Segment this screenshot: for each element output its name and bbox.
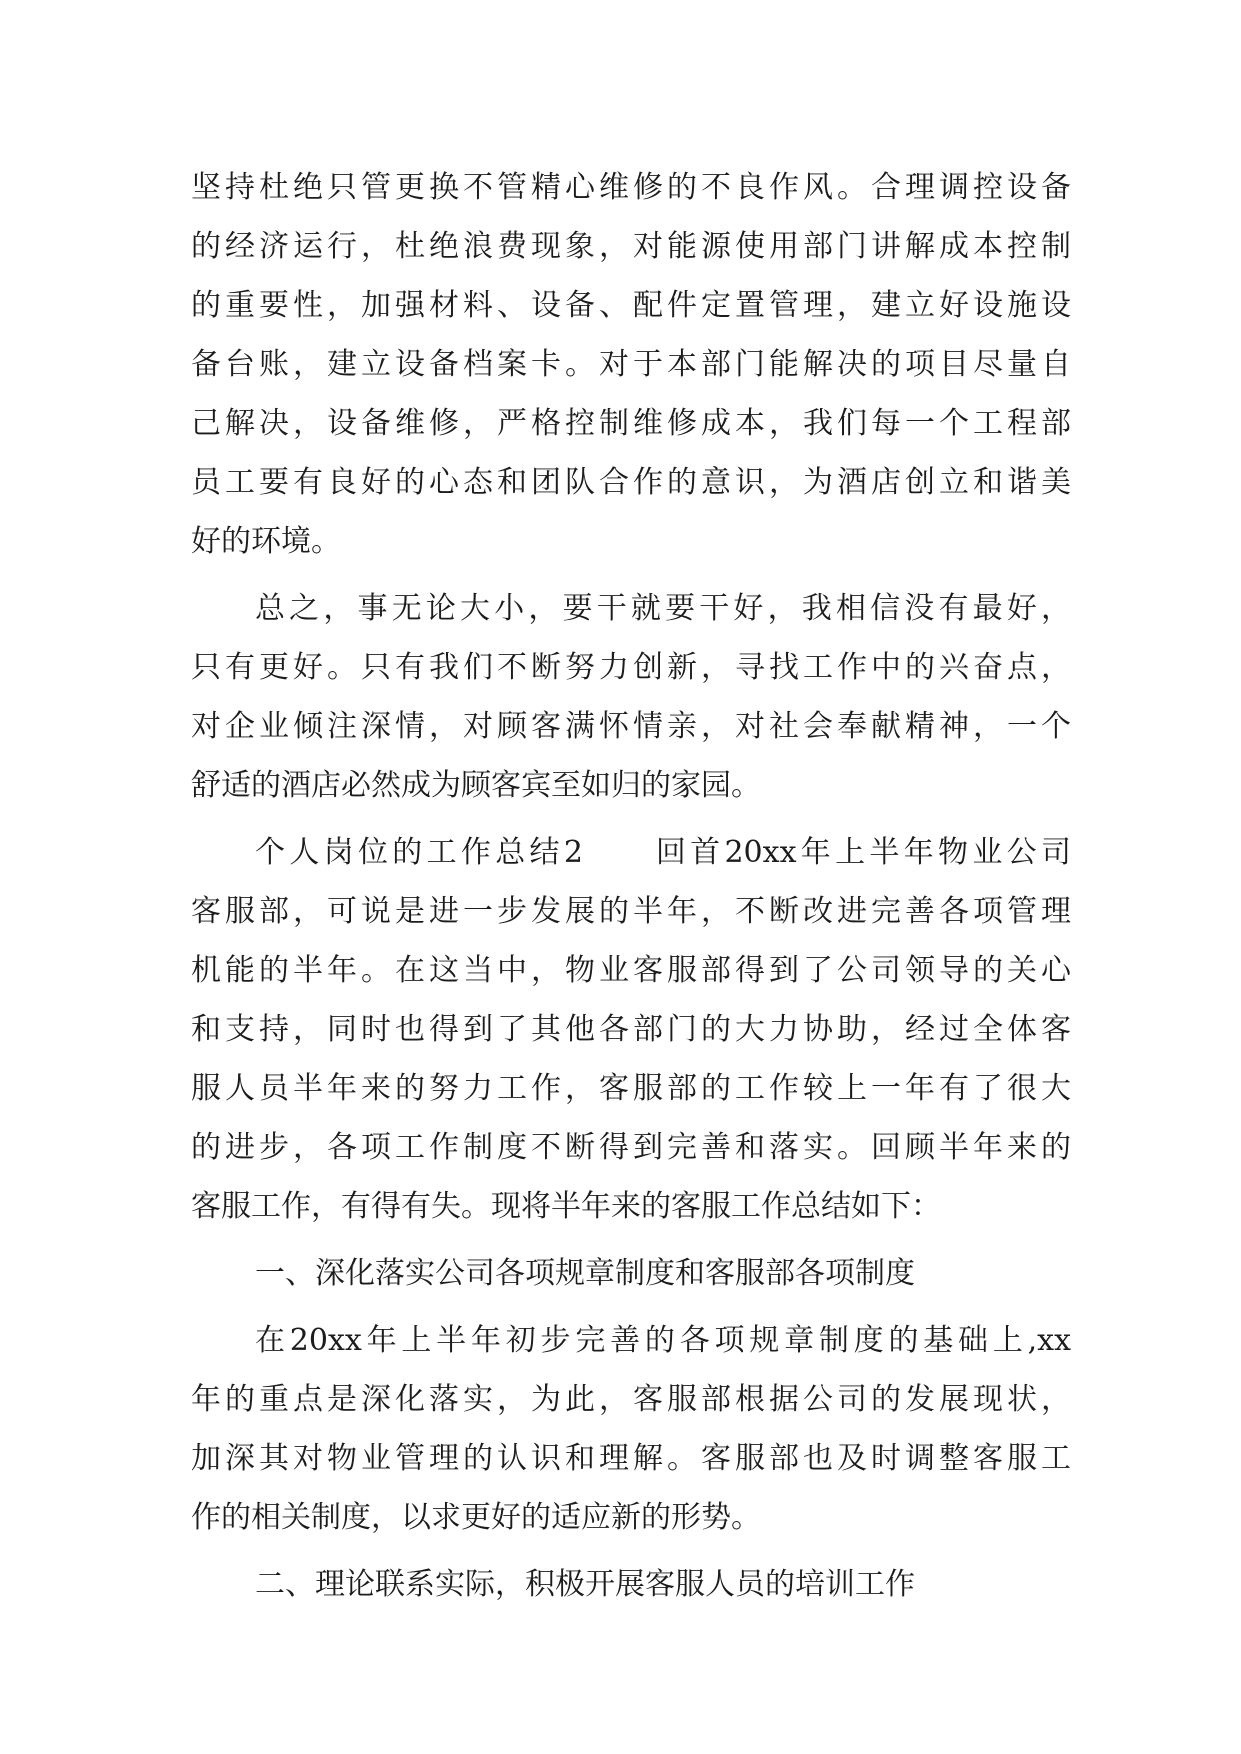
paragraph-line: 服人员半年来的努力工作，客服部的工作较上一年有了很大 xyxy=(191,1071,1071,1106)
paragraph-1 xyxy=(191,158,1071,571)
paragraph-line: 坚持杜绝只管更换不管精心维修的不良作风。合理调控设备 xyxy=(191,170,1071,205)
paragraph-line: 机能的半年。在这当中，物业客服部得到了公司领导的关心 xyxy=(191,953,1071,988)
paragraph-line: 员工要有良好的心态和团队合作的意识，为酒店创立和谐美 xyxy=(191,465,1071,500)
paragraph-line: 舒适的酒店必然成为顾客宾至如归的家园。 xyxy=(191,768,761,803)
paragraph-line: 己解决，设备维修，严格控制维修成本，我们每一个工程部 xyxy=(191,406,1071,441)
paragraph-line: 客服工作，有得有失。现将半年来的客服工作总结如下： xyxy=(191,1189,941,1224)
paragraph-line: 的重要性，加强材料、设备、配件定置管理，建立好设施设 xyxy=(191,288,1071,323)
paragraph-line: 作的相关制度，以求更好的适应新的形势。 xyxy=(191,1500,761,1535)
paragraph-line: 对企业倾注深情，对顾客满怀情亲，对社会奉献精神，一个 xyxy=(191,709,1071,744)
paragraph-line: 加深其对物业管理的认识和理解。客服部也及时调整客服工 xyxy=(191,1441,1071,1476)
paragraph-3 xyxy=(191,823,1071,1236)
paragraph-2 xyxy=(191,579,1071,815)
paragraph-line: 好的环境。 xyxy=(191,524,341,559)
section-heading: 二、理论联系实际，积极开展客服人员的培训工作 xyxy=(255,1567,915,1602)
paragraph-line: 和支持，同时也得到了其他各部门的大力协助，经过全体客 xyxy=(191,1012,1071,1047)
section-heading: 一、深化落实公司各项规章制度和客服部各项制度 xyxy=(255,1256,915,1291)
document-body xyxy=(191,158,1071,1614)
paragraph-line: 备台账，建立设备档案卡。对于本部门能解决的项目尽量自 xyxy=(191,347,1071,382)
paragraph-line: 的经济运行，杜绝浪费现象，对能源使用部门讲解成本控制 xyxy=(191,229,1071,264)
paragraph-4 xyxy=(191,1311,1071,1547)
paragraph-line: 个人岗位的工作总结2 回首20xx年上半年物业公司 xyxy=(255,835,1071,870)
paragraph-line: 年的重点是深化落实，为此，客服部根据公司的发展现状， xyxy=(191,1382,1071,1417)
paragraph-line: 在20xx年上半年初步完善的各项规章制度的基础上,xx xyxy=(255,1323,1071,1358)
paragraph-line: 的进步，各项工作制度不断得到完善和落实。回顾半年来的 xyxy=(191,1130,1071,1165)
paragraph-line: 客服部，可说是进一步发展的半年，不断改进完善各项管理 xyxy=(191,894,1071,929)
paragraph-line: 总之，事无论大小，要干就要干好，我相信没有最好， xyxy=(255,591,1071,626)
paragraph-line: 只有更好。只有我们不断努力创新，寻找工作中的兴奋点， xyxy=(191,650,1071,685)
